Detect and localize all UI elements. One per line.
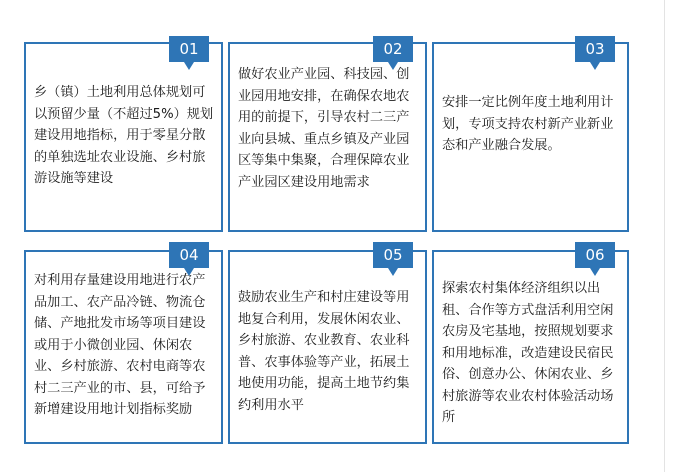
card-number-badge: 04 [169,242,209,268]
policy-card-04 [24,246,223,444]
card-number-badge: 06 [575,242,615,268]
card-text: 鼓励农业生产和村庄建设等用地复合利用，发展休闲农业、乡村旅游、农业教育、农业科普、农事体验等产业，拓展土地使用功能，提高土地节约集约利用水平 [238,290,410,413]
card-text: 安排一定比例年度土地利用计划，专项支持农村新产业新业态和产业融合发展。 [442,95,614,153]
card-number-badge: 05 [373,242,413,268]
policy-card-01 [24,42,223,232]
card-text: 对利用存量建设用地进行农产品加工、农产品冷链、物流仓储、产地批发市场等项目建设或用于小微创业园、休闲农业、乡村旅游、农村电商等农村二三产业的市、县，可给予新增建设用地计划指标奖励 [34,273,206,417]
card-number-badge: 01 [169,36,209,62]
card-number-badge: 03 [575,36,615,62]
card-text: 乡（镇）土地利用总体规划可以预留少量（不超过5%）规划建设用地指标，用于零星分散的单独选址农业设施、乡村旅游设施等建设 [34,85,214,186]
edge-divider [664,0,665,472]
card-number-badge: 02 [373,36,413,62]
card-text: 探索农村集体经济组织以出租、合作等方式盘活利用空闲农房及宅基地，按照规划要求和用地标准，改造建设民宿民俗、创意办公、休闲农业、乡村旅游等农业农村体验活动场所 [442,281,614,425]
policy-card-05 [228,246,427,444]
card-text: 做好农业产业园、科技园、创业园用地安排，在确保农地农用的前提下，引导农村二三产业向县城、重点乡镇及产业园区等集中集聚，合理保障农业产业园区建设用地需求 [238,67,410,190]
policy-card-03 [432,42,629,232]
policy-card-06 [432,246,629,444]
policy-card-02 [228,42,427,232]
